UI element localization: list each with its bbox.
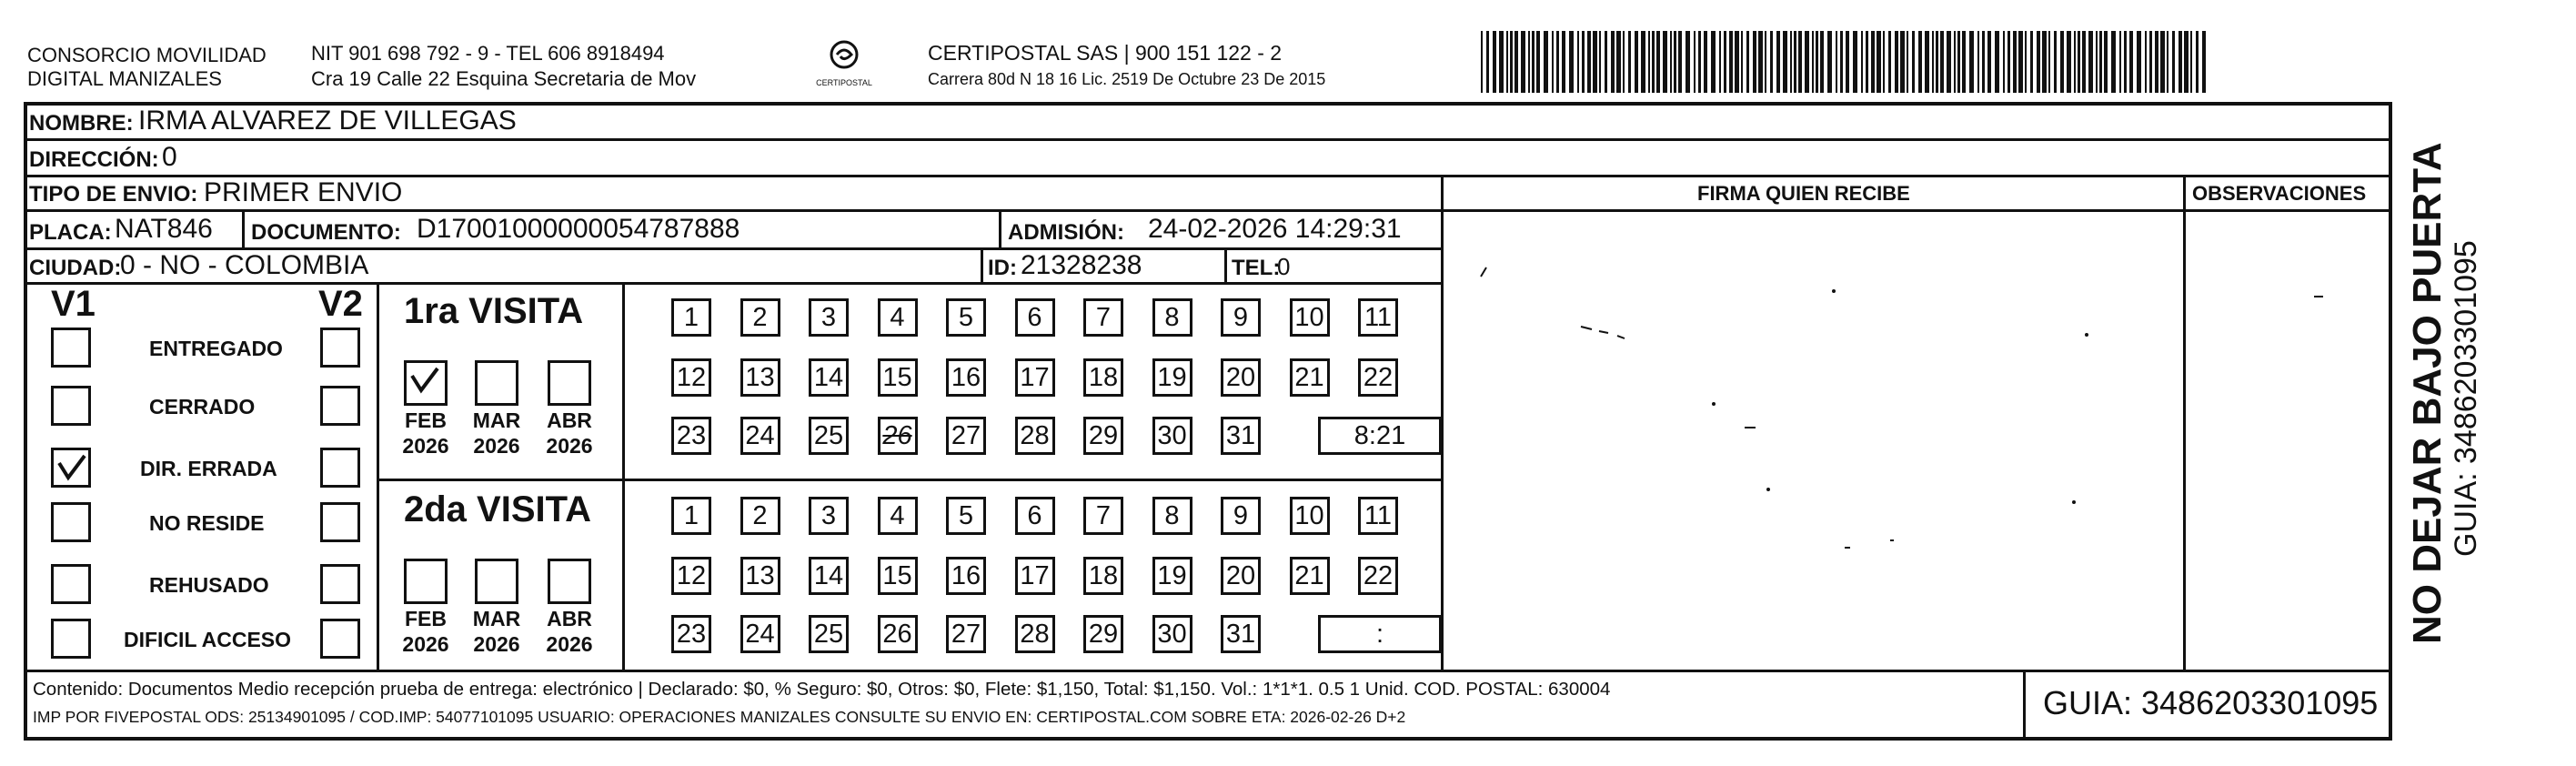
barcode-bar	[1883, 31, 1885, 93]
signature-header: FIRMA QUIEN RECIBE	[1697, 182, 1910, 205]
barcode	[1481, 31, 2212, 95]
barcode-bar	[1670, 31, 1672, 93]
footer-imp: IMP POR FIVEPOSTAL ODS: 25134901095 / COD.IMP: 54077101095 USUARIO: OPERACIONES MANIZALES CONSULTE SU ENVIO EN: CERTIPOSTAL.COM SOBRE ETA: 2026-02-26 D+2	[33, 708, 1406, 726]
month-year: 2026	[402, 434, 449, 458]
barcode-bar	[1611, 31, 1615, 93]
status-label: CERRADO	[149, 395, 256, 418]
plate-value: NAT846	[115, 214, 213, 244]
day-checkbox[interactable]: 24	[740, 615, 780, 653]
month-year: 2026	[546, 632, 593, 656]
day-checkbox[interactable]: 15	[878, 557, 918, 595]
barcode-bar	[1648, 31, 1650, 93]
barcode-bar	[1962, 31, 1966, 93]
barcode-bar	[1652, 31, 1655, 93]
observations-header: OBSERVACIONES	[2192, 182, 2367, 205]
visit-time-field[interactable]: :	[1318, 615, 1442, 653]
signature-area[interactable]	[1444, 213, 2181, 668]
day-checkbox[interactable]: 9	[1221, 497, 1261, 535]
barcode-bar	[1805, 31, 1809, 93]
month-checkbox[interactable]	[404, 559, 448, 604]
status-label: REHUSADO	[149, 573, 269, 597]
barcode-bar	[1506, 31, 1508, 93]
day-checkbox[interactable]: 11	[1358, 298, 1398, 337]
barcode-bar	[1724, 31, 1726, 93]
status-v2-checkbox[interactable]	[320, 502, 360, 542]
barcode-bar	[1932, 31, 1934, 93]
barcode-bar	[1562, 31, 1565, 93]
barcode-bar	[1846, 31, 1849, 93]
day-checkbox[interactable]: 30	[1152, 615, 1192, 653]
status-v1-checkbox[interactable]	[51, 386, 91, 426]
barcode-bar	[1765, 31, 1766, 93]
barcode-bar	[2172, 31, 2175, 93]
barcode-bar	[1746, 31, 1749, 93]
company-name-line2: DIGITAL MANIZALES	[27, 67, 222, 90]
month-name: MAR	[472, 607, 521, 630]
logo-text: CERTIPOSTAL	[816, 78, 872, 87]
company-address: Cra 19 Calle 22 Esquina Secretaria de Mov	[311, 67, 697, 90]
status-v1-checkbox[interactable]	[51, 448, 91, 488]
barcode-bar	[1698, 31, 1701, 93]
status-v1-checkbox[interactable]	[51, 502, 91, 542]
barcode-bar	[2099, 31, 2102, 93]
barcode-bar	[2145, 31, 2147, 93]
day-checkbox[interactable]: 31	[1221, 417, 1261, 455]
status-label: DIR. ERRADA	[140, 457, 277, 480]
status-v1-checkbox[interactable]	[51, 619, 91, 659]
barcode-bar	[1528, 31, 1530, 93]
month-name: ABR	[547, 408, 592, 432]
visit-title: 1ra VISITA	[404, 291, 584, 331]
day-checkbox[interactable]: 27	[946, 417, 986, 455]
barcode-bar	[1678, 31, 1682, 93]
barcode-bar	[1918, 31, 1922, 93]
day-checkbox[interactable]: 22	[1358, 557, 1398, 595]
day-checkbox[interactable]: 26	[878, 615, 918, 653]
day-checkbox[interactable]: 4	[878, 497, 918, 535]
barcode-bar	[1947, 31, 1951, 93]
day-checkbox[interactable]: 6	[1015, 298, 1055, 337]
day-checkbox[interactable]: 13	[740, 358, 780, 397]
barcode-bar	[1907, 31, 1908, 93]
barcode-bar	[1641, 31, 1645, 93]
day-checkbox[interactable]: 17	[1015, 358, 1055, 397]
barcode-bar	[1711, 31, 1716, 93]
barcode-bar	[1816, 31, 1818, 93]
admission-label: ADMISIÓN:	[1008, 220, 1124, 245]
status-v2-checkbox[interactable]	[320, 619, 360, 659]
barcode-bar	[2155, 31, 2158, 93]
barcode-bar	[1521, 31, 1525, 93]
month-checkbox[interactable]	[475, 559, 518, 604]
day-checkbox[interactable]: 16	[946, 358, 986, 397]
barcode-bar	[1853, 31, 1857, 93]
v2-header: V2	[318, 284, 363, 324]
barcode-bar	[2082, 31, 2086, 93]
barcode-bar	[1556, 31, 1559, 93]
barcode-bar	[1912, 31, 1915, 93]
observations-area[interactable]	[2187, 213, 2389, 668]
day-checkbox[interactable]: 21	[1290, 358, 1330, 397]
barcode-bar	[1753, 31, 1756, 93]
day-checkbox[interactable]: 23	[671, 417, 711, 455]
address-label: DIRECCIÓN:	[29, 147, 159, 172]
barcode-bar	[2096, 31, 2098, 93]
barcode-bar	[1969, 31, 1974, 93]
city-label: CIUDAD:	[29, 256, 122, 280]
barcode-bar	[2190, 31, 2192, 93]
barcode-bar	[1794, 31, 1796, 93]
city-value: 0 - NO - COLOMBIA	[120, 250, 369, 280]
barcode-bar	[1544, 31, 1548, 93]
day-checkbox[interactable]: 9	[1221, 298, 1261, 337]
month-label	[394, 408, 458, 459]
barcode-bar	[1605, 31, 1607, 93]
barcode-bar	[1877, 31, 1881, 93]
day-checkbox[interactable]: 12	[671, 358, 711, 397]
barcode-bar	[1532, 31, 1535, 93]
barcode-bar	[1514, 31, 1518, 93]
day-checkbox[interactable]: 27	[946, 615, 986, 653]
barcode-bar	[1840, 31, 1843, 93]
day-checkbox[interactable]: 11	[1358, 497, 1398, 535]
barcode-bar	[2048, 31, 2050, 93]
barcode-bar	[1741, 31, 1743, 93]
barcode-bar	[2124, 31, 2127, 93]
day-checkbox[interactable]: 12	[671, 557, 711, 595]
month-label	[538, 408, 601, 459]
document-label: DOCUMENTO:	[251, 220, 401, 245]
status-v2-checkbox[interactable]	[320, 448, 360, 488]
day-checkbox[interactable]: 26	[878, 417, 918, 455]
courier-name: CERTIPOSTAL SAS | 900 151 122 - 2	[928, 41, 1283, 65]
company-nit: NIT 901 698 792 - 9 - TEL 606 8918494	[311, 42, 665, 65]
barcode-bar	[2018, 31, 2023, 93]
name-value: IRMA ALVAREZ DE VILLEGAS	[138, 106, 517, 136]
barcode-bar	[2030, 31, 2033, 93]
company-name-line1: CONSORCIO MOVILIDAD	[27, 44, 267, 66]
barcode-bar	[1582, 31, 1585, 93]
barcode-bar	[1925, 31, 1929, 93]
day-checkbox[interactable]: 7	[1083, 298, 1123, 337]
day-checkbox[interactable]: 8	[1152, 497, 1192, 535]
day-checkbox[interactable]: 14	[809, 557, 849, 595]
barcode-bar	[1827, 31, 1832, 93]
visit-title: 2da VISITA	[404, 489, 591, 529]
barcode-bar	[2003, 31, 2005, 93]
day-checkbox[interactable]: 5	[946, 298, 986, 337]
day-checkbox[interactable]: 2	[740, 298, 780, 337]
barcode-bar	[2060, 31, 2064, 93]
barcode-bar	[1820, 31, 1824, 93]
day-checkbox[interactable]: 31	[1221, 615, 1261, 653]
month-name: ABR	[547, 607, 592, 630]
barcode-bar	[1783, 31, 1787, 93]
tel-label: TEL:	[1232, 256, 1281, 280]
day-checkbox[interactable]: 23	[671, 615, 711, 653]
barcode-bar	[2196, 31, 2199, 93]
barcode-bar	[1977, 31, 1979, 93]
day-checkbox[interactable]: 19	[1152, 358, 1192, 397]
barcode-bar	[2088, 31, 2093, 93]
day-checkbox[interactable]: 25	[809, 615, 849, 653]
barcode-bar	[1552, 31, 1554, 93]
barcode-bar	[1593, 31, 1597, 93]
barcode-bar	[1888, 31, 1891, 93]
day-checkbox[interactable]: 18	[1083, 557, 1123, 595]
shipping-type-value: PRIMER ENVIO	[204, 177, 403, 207]
status-v2-checkbox[interactable]	[320, 386, 360, 426]
day-checkbox[interactable]: 5	[946, 497, 986, 535]
month-label	[465, 606, 528, 657]
barcode-bar	[1635, 31, 1638, 93]
day-checkbox[interactable]: 18	[1083, 358, 1123, 397]
id-value: 21328238	[1021, 250, 1142, 280]
month-year: 2026	[546, 434, 593, 458]
footer-guide-number: GUIA: 3486203301095	[2043, 684, 2379, 721]
barcode-bar	[1623, 31, 1625, 93]
day-checkbox[interactable]: 3	[809, 298, 849, 337]
barcode-bar	[1770, 31, 1773, 93]
barcode-bar	[1758, 31, 1763, 93]
barcode-bar	[1719, 31, 1721, 93]
day-checkbox[interactable]: 29	[1083, 615, 1123, 653]
barcode-bar	[1486, 31, 1489, 93]
document-value: D17001000000054787888	[417, 214, 740, 244]
barcode-bar	[1628, 31, 1631, 93]
status-label: DIFICIL ACCESO	[124, 628, 292, 651]
id-label: ID:	[988, 256, 1017, 280]
barcode-bar	[1569, 31, 1574, 93]
barcode-bar	[1798, 31, 1802, 93]
day-checkbox[interactable]: 28	[1015, 417, 1055, 455]
day-checkbox[interactable]: 4	[878, 298, 918, 337]
barcode-bar	[2054, 31, 2057, 93]
barcode-bar	[1536, 31, 1540, 93]
barcode-bar	[1685, 31, 1690, 93]
barcode-bar	[1481, 31, 1483, 93]
barcode-bar	[1499, 31, 1504, 93]
day-checkbox[interactable]: 1	[671, 497, 711, 535]
courier-address: Carrera 80d N 18 16 Lic. 2519 De Octubre 23 De 2015	[928, 70, 1326, 88]
barcode-bar	[1982, 31, 1985, 93]
admission-value: 24-02-2026 14:29:31	[1148, 214, 1402, 244]
month-name: FEB	[405, 408, 447, 432]
month-name: FEB	[405, 607, 447, 630]
barcode-bar	[1735, 31, 1739, 93]
barcode-bar	[2042, 31, 2047, 93]
day-checkbox[interactable]: 6	[1015, 497, 1055, 535]
barcode-bar	[1616, 31, 1621, 93]
day-checkbox[interactable]: 19	[1152, 557, 1192, 595]
barcode-bar	[2078, 31, 2080, 93]
barcode-bar	[1656, 31, 1660, 93]
barcode-bar	[1599, 31, 1601, 93]
day-checkbox[interactable]: 29	[1083, 417, 1123, 455]
day-checkbox[interactable]: 10	[1290, 298, 1330, 337]
month-year: 2026	[473, 434, 520, 458]
month-checkbox[interactable]	[548, 559, 591, 604]
day-checkbox[interactable]: 20	[1221, 557, 1261, 595]
day-checkbox[interactable]: 14	[809, 358, 849, 397]
certipostal-logo	[815, 38, 873, 91]
barcode-bar	[2160, 31, 2165, 93]
status-label: NO RESIDE	[149, 511, 265, 535]
barcode-bar	[2137, 31, 2141, 93]
barcode-bar	[1954, 31, 1956, 93]
month-label	[465, 408, 528, 459]
barcode-bar	[1493, 31, 1496, 93]
day-checkbox[interactable]: 30	[1152, 417, 1192, 455]
day-checkbox[interactable]: 25	[809, 417, 849, 455]
barcode-bar	[2167, 31, 2168, 93]
day-checkbox[interactable]: 28	[1015, 615, 1055, 653]
barcode-bar	[2007, 31, 2010, 93]
address-value: 0	[162, 142, 177, 172]
month-name: MAR	[472, 408, 521, 432]
barcode-bar	[1729, 31, 1733, 93]
barcode-bar	[2184, 31, 2189, 93]
day-checkbox[interactable]: 15	[878, 358, 918, 397]
barcode-bar	[1871, 31, 1875, 93]
barcode-bar	[1957, 31, 1960, 93]
visit-time-field[interactable]: 8:21	[1318, 417, 1442, 455]
day-checkbox[interactable]: 16	[946, 557, 986, 595]
barcode-bar	[1866, 31, 1868, 93]
barcode-bar	[1663, 31, 1667, 93]
barcode-bar	[2119, 31, 2121, 93]
barcode-bar	[2202, 31, 2206, 93]
barcode-bar	[2067, 31, 2071, 93]
barcode-bar	[2179, 31, 2182, 93]
day-checkbox[interactable]: 22	[1358, 358, 1398, 397]
name-label: NOMBRE:	[29, 111, 134, 136]
barcode-bar	[1936, 31, 1938, 93]
barcode-bar	[2129, 31, 2133, 93]
day-checkbox[interactable]: 1	[671, 298, 711, 337]
month-label	[538, 606, 601, 657]
day-checkbox[interactable]: 10	[1290, 497, 1330, 535]
barcode-bar	[1587, 31, 1591, 93]
barcode-bar	[1987, 31, 1991, 93]
barcode-bar	[2037, 31, 2040, 93]
barcode-bar	[1694, 31, 1696, 93]
day-checkbox[interactable]: 2	[740, 497, 780, 535]
plate-label: PLACA:	[29, 220, 112, 245]
side-guide-number: GUIA: 3486203301095	[2449, 240, 2483, 557]
barcode-bar	[1577, 31, 1579, 93]
barcode-bar	[2104, 31, 2108, 93]
v1-header: V1	[51, 284, 96, 324]
month-year: 2026	[473, 632, 520, 656]
barcode-bar	[2013, 31, 2017, 93]
status-v1-checkbox[interactable]	[51, 564, 91, 604]
barcode-bar	[1812, 31, 1814, 93]
month-label	[394, 606, 458, 657]
barcode-bar	[1995, 31, 1999, 93]
tel-value: 0	[1277, 253, 1291, 280]
day-checkbox[interactable]: 3	[809, 497, 849, 535]
barcode-bar	[2025, 31, 2027, 93]
day-checkbox[interactable]: 20	[1221, 358, 1261, 397]
barcode-bar	[1776, 31, 1780, 93]
barcode-bar	[1900, 31, 1905, 93]
barcode-bar	[2074, 31, 2076, 93]
footer-contents: Contenido: Documentos Medio recepción prueba de entrega: electrónico | Declarado: $0, % Seguro: $0, Otros: $0, Flete: $1,150, Total: $1,150. Vol.: 1*1*1. 0.5 1 Unid. COD. POSTAL: 630004	[33, 679, 1611, 700]
day-checkbox[interactable]: 7	[1083, 497, 1123, 535]
month-checkbox[interactable]	[404, 360, 448, 406]
month-checkbox[interactable]	[475, 360, 518, 406]
status-label: ENTREGADO	[149, 337, 283, 360]
side-warning: NO DEJAR BAJO PUERTA	[2405, 142, 2450, 644]
day-checkbox[interactable]: 13	[740, 557, 780, 595]
status-v2-checkbox[interactable]	[320, 564, 360, 604]
day-checkbox[interactable]: 8	[1152, 298, 1192, 337]
status-v1-checkbox[interactable]	[51, 328, 91, 368]
month-year: 2026	[402, 632, 449, 656]
barcode-bar	[2149, 31, 2152, 93]
day-checkbox[interactable]: 24	[740, 417, 780, 455]
barcode-bar	[2111, 31, 2116, 93]
barcode-bar	[1895, 31, 1898, 93]
day-checkbox[interactable]: 21	[1290, 557, 1330, 595]
shipping-type-label: TIPO DE ENVIO:	[29, 182, 198, 207]
barcode-bar	[1836, 31, 1837, 93]
barcode-bar	[1674, 31, 1676, 93]
month-checkbox[interactable]	[548, 360, 591, 406]
barcode-bar	[1790, 31, 1792, 93]
barcode-bar	[1704, 31, 1707, 93]
barcode-bar	[1861, 31, 1863, 93]
day-checkbox[interactable]: 17	[1015, 557, 1055, 595]
barcode-bar	[1510, 31, 1513, 93]
status-v2-checkbox[interactable]	[320, 328, 360, 368]
barcode-bar	[1940, 31, 1944, 93]
